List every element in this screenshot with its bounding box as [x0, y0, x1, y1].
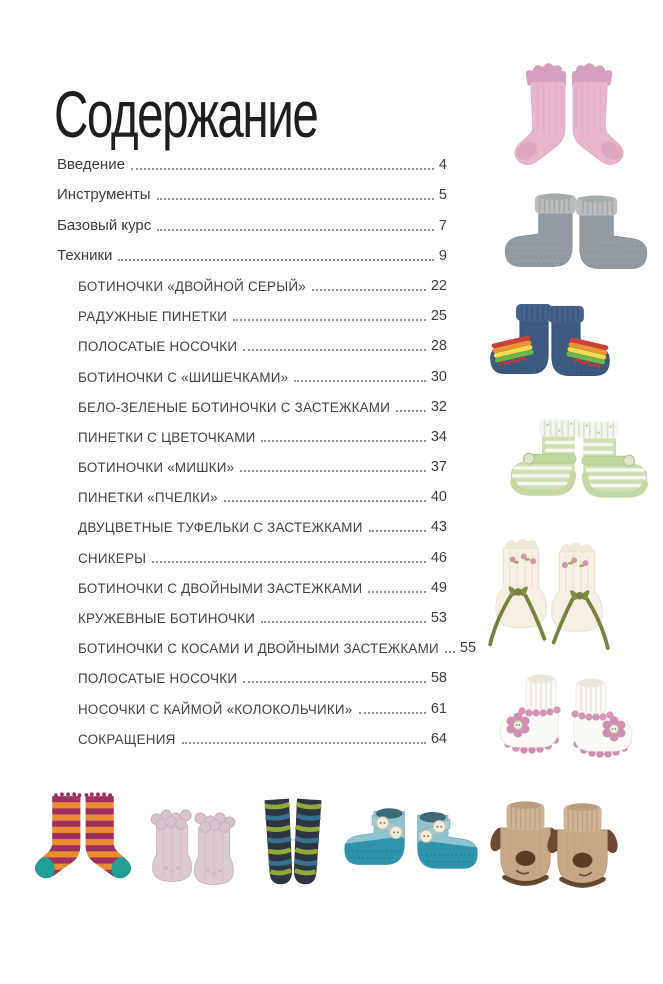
- toc-entry: [57, 271, 447, 301]
- toc-entry-label: ПОЛОСАТЫЕ НОСОЧКИ: [78, 339, 238, 355]
- toc-entry-label: ПОЛОСАТЫЕ НОСОЧКИ: [78, 671, 238, 687]
- toc-entry-page: 37: [430, 459, 447, 476]
- toc-entry-label: ПИНЕТКИ С ЦВЕТОЧКАМИ: [78, 429, 256, 445]
- toc-entry: [57, 724, 447, 754]
- toc-dotted-leader: [312, 289, 426, 291]
- photo-navy-green-striped-socks: [243, 784, 343, 909]
- toc-entry: [57, 452, 447, 482]
- toc-entry-page: 4: [438, 157, 447, 174]
- toc-dotted-leader: [240, 470, 426, 472]
- toc-entry-page: 7: [438, 217, 447, 234]
- photo-pink-bobble-booties: [137, 792, 249, 901]
- toc-entry-page: 34: [430, 428, 447, 445]
- toc-entry-label: Инструменты: [57, 186, 151, 204]
- photo-gray-booties: [498, 190, 654, 293]
- photo-green-striped-booties: [503, 411, 655, 524]
- toc-dotted-leader: [131, 168, 434, 170]
- photo-white-pink-trim-booties: [487, 667, 645, 785]
- dog-face-booties-illustration: [478, 796, 630, 915]
- navy-green-striped-socks-illustration: [243, 784, 343, 909]
- toc-entry-label: Техники: [57, 246, 113, 264]
- pink-bobble-booties-illustration: [137, 792, 249, 901]
- toc-entry-page: 46: [430, 549, 447, 566]
- toc-entry-page: 25: [430, 308, 447, 325]
- toc-entry: [57, 210, 447, 240]
- toc-dotted-leader: [243, 681, 426, 683]
- toc-entry-label: РАДУЖНЫЕ ПИНЕТКИ: [78, 309, 228, 325]
- toc-entry: [57, 331, 447, 361]
- toc-dotted-leader: [359, 712, 426, 714]
- toc-dotted-leader: [157, 198, 434, 200]
- photo-cream-rosebud-booties: [479, 534, 619, 665]
- toc-entry-label: СОКРАЩЕНИЯ: [78, 731, 176, 747]
- toc-entry-label: БЕЛО-ЗЕЛЕНЫЕ БОТИНОЧКИ С ЗАСТЕЖКАМИ: [78, 399, 391, 415]
- toc-dotted-leader: [118, 259, 433, 261]
- toc-entry-page: 28: [430, 338, 447, 355]
- orange-magenta-striped-socks-illustration: [26, 777, 140, 909]
- toc-entry-page: 61: [430, 700, 447, 717]
- toc-dotted-leader: [233, 319, 426, 321]
- toc-entry-label: КРУЖЕВНЫЕ БОТИНОЧКИ: [78, 611, 256, 626]
- toc-entry-page: 30: [430, 368, 447, 385]
- table-of-contents: [57, 150, 477, 754]
- toc-dotted-leader: [182, 742, 426, 744]
- photo-teal-button-booties: [340, 786, 482, 910]
- toc-entry: [57, 542, 447, 572]
- photo-orange-magenta-striped-socks: [26, 777, 140, 909]
- pink-ruffle-socks-illustration: [503, 58, 635, 182]
- toc-entry-label: БОТИНОЧКИ С «ШИШЕЧКАМИ»: [78, 369, 289, 385]
- toc-entry: [57, 392, 447, 422]
- toc-entry-page: 40: [430, 489, 447, 506]
- toc-entry: [57, 301, 447, 331]
- toc-dotted-leader: [243, 349, 426, 351]
- toc-dotted-leader: [157, 229, 434, 231]
- toc-entry-page: 43: [430, 519, 447, 536]
- toc-dotted-leader: [396, 410, 426, 412]
- toc-entry: [57, 241, 447, 271]
- toc-entry-label: Базовый курс: [57, 216, 152, 234]
- toc-entry-page: 58: [430, 670, 447, 687]
- toc-entry: [57, 482, 447, 512]
- toc-entry: [57, 361, 447, 391]
- photo-navy-rainbow-booties: [486, 297, 614, 405]
- toc-entry-page: 32: [430, 398, 447, 415]
- photo-dog-face-booties: [478, 796, 630, 915]
- photo-pink-ruffle-socks: [503, 58, 635, 182]
- teal-button-booties-illustration: [340, 786, 482, 910]
- toc-dotted-leader: [224, 500, 426, 502]
- toc-entry-page: 64: [430, 730, 447, 747]
- page-title: Содержание: [54, 77, 318, 151]
- toc-entry-label: БОТИНОЧКИ «МИШКИ»: [78, 460, 235, 476]
- toc-dotted-leader: [261, 440, 425, 442]
- toc-dotted-leader: [261, 621, 426, 623]
- toc-entry-label: БОТИНОЧКИ «ДВОЙНОЙ СЕРЫЙ»: [78, 278, 306, 294]
- toc-entry-page: 55: [459, 640, 477, 657]
- toc-entry-page: 22: [430, 277, 447, 294]
- toc-entry-label: НОСОЧКИ С КАЙМОЙ «КОЛОКОЛЬЧИКИ»: [78, 701, 353, 717]
- toc-entry: [57, 603, 447, 633]
- toc-entry: [57, 633, 477, 663]
- toc-dotted-leader: [368, 591, 425, 593]
- toc-entry-label: БОТИНОЧКИ С КОСАМИ И ДВОЙНЫМИ ЗАСТЕЖКАМИ: [78, 641, 439, 657]
- toc-entry-label: СНИКЕРЫ: [78, 550, 147, 566]
- toc-dotted-leader: [152, 561, 426, 563]
- gray-booties-illustration: [498, 190, 654, 293]
- toc-dotted-leader: [445, 651, 455, 653]
- toc-entry: [57, 180, 447, 210]
- toc-entry-label: БОТИНОЧКИ С ДВОЙНЫМИ ЗАСТЕЖКАМИ: [78, 580, 363, 596]
- toc-entry: [57, 512, 447, 542]
- toc-dotted-leader: [369, 530, 426, 532]
- toc-entry-page: 53: [430, 610, 447, 626]
- toc-entry-label: Введение: [57, 156, 125, 174]
- toc-entry: [57, 693, 447, 723]
- toc-entry-page: 49: [430, 579, 447, 596]
- toc-entry: [57, 150, 447, 180]
- toc-entry: [57, 422, 447, 452]
- navy-rainbow-booties-illustration: [486, 297, 614, 405]
- toc-entry-label: ДВУЦВЕТНЫЕ ТУФЕЛЬКИ С ЗАСТЕЖКАМИ: [78, 520, 363, 536]
- toc-entry-page: 5: [438, 187, 447, 204]
- toc-entry-page: 9: [438, 247, 447, 264]
- cream-rosebud-booties-illustration: [479, 534, 619, 665]
- toc-entry-label: ПИНЕТКИ «ПЧЕЛКИ»: [78, 490, 218, 506]
- green-striped-booties-illustration: [503, 411, 655, 524]
- toc-dotted-leader: [294, 380, 426, 382]
- toc-entry: [57, 663, 447, 693]
- toc-entry: [57, 573, 447, 603]
- white-pink-trim-booties-illustration: [487, 667, 645, 785]
